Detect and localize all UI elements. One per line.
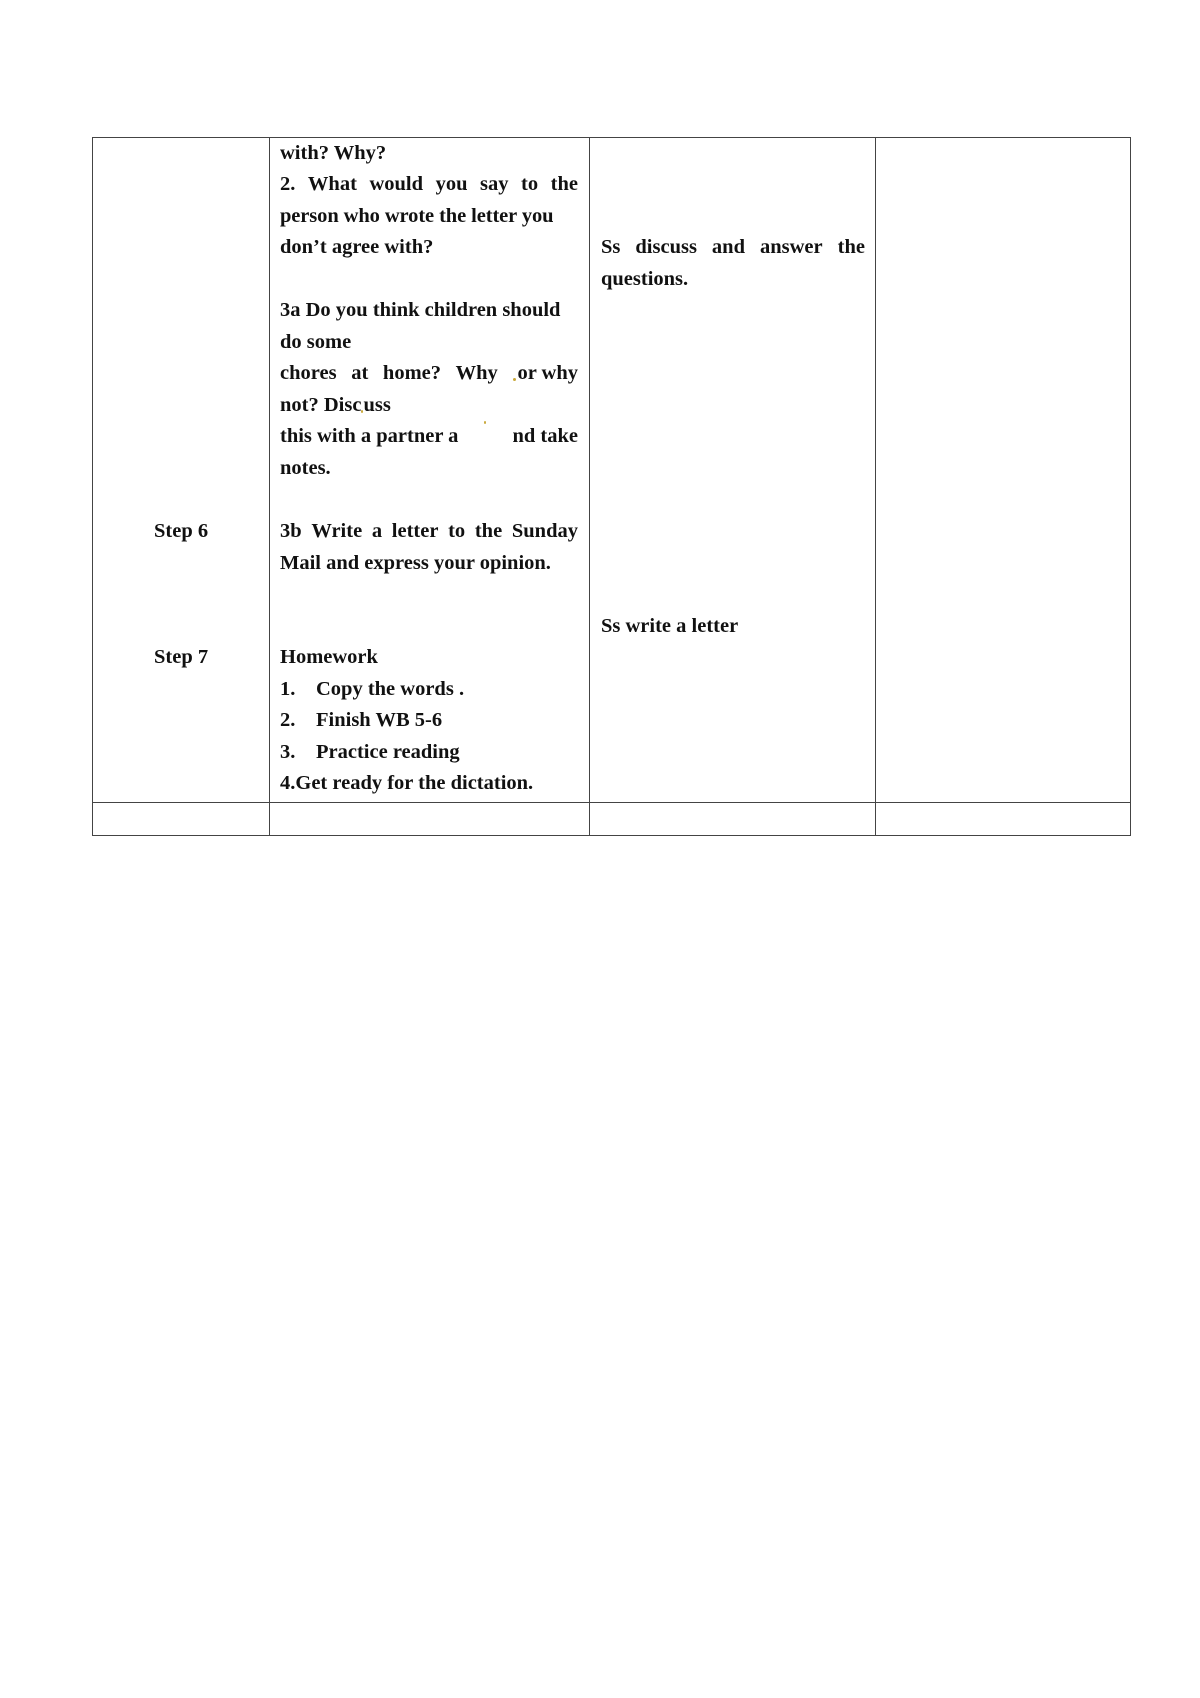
homework-item: Finish WB 5-6 <box>316 709 443 731</box>
lesson-plan-table <box>92 137 1131 836</box>
word: would <box>369 173 424 195</box>
word: say <box>480 173 509 195</box>
activity-line: Ss write a letter <box>601 615 739 637</box>
word: to <box>521 173 539 195</box>
content-line: Mail and express your opinion. <box>280 552 551 574</box>
word: Write <box>311 520 363 542</box>
content-line: person who wrote the letter you <box>280 205 554 227</box>
homework-item: Copy the words . <box>316 678 465 700</box>
content-line: don’t agree with? <box>280 236 434 258</box>
content-line-justified <box>280 358 578 390</box>
activity-line-justified <box>601 232 865 264</box>
word: to <box>448 520 466 542</box>
content-line-tail <box>512 358 578 390</box>
column-divider <box>875 138 876 835</box>
content-line <box>280 421 578 453</box>
homework-item: Practice reading <box>316 741 460 763</box>
content-line: or why <box>517 362 578 384</box>
content-line-justified <box>280 169 578 201</box>
word: at <box>351 362 369 384</box>
word: 2. <box>280 173 296 195</box>
content-line <box>280 390 391 422</box>
step-6-label: Step 6 <box>154 520 209 542</box>
content-line: this with a partner a <box>280 425 459 447</box>
word: Sunday <box>511 520 578 542</box>
word: answer <box>759 236 823 258</box>
content-line: do some <box>280 331 352 353</box>
content-line: 3a Do you think children should <box>280 299 561 321</box>
word: discuss <box>635 236 697 258</box>
word: the <box>837 236 865 258</box>
homework-item-num: 1. <box>280 678 296 700</box>
stray-dot <box>484 421 486 424</box>
content-line-justified <box>280 516 578 548</box>
word: Why <box>455 362 498 384</box>
word: What <box>307 173 357 195</box>
row-divider <box>93 802 1130 803</box>
homework-item: 4.Get ready for the dictation. <box>280 772 534 794</box>
word: the <box>474 520 503 542</box>
content-line: notes. <box>280 457 331 479</box>
word: Ss <box>601 236 621 258</box>
word: you <box>435 173 468 195</box>
content-line: uss <box>363 394 391 416</box>
stray-dot <box>513 378 516 381</box>
step-7-label: Step 7 <box>154 646 209 668</box>
homework-item-num: 2. <box>280 709 296 731</box>
word: 3b <box>280 520 302 542</box>
homework-item-num: 3. <box>280 741 296 763</box>
word: chores <box>280 362 337 384</box>
word: letter <box>391 520 439 542</box>
content-line: nd take <box>512 425 578 447</box>
activity-line: questions. <box>601 268 689 290</box>
column-divider <box>269 138 270 835</box>
word: the <box>550 173 578 195</box>
word: home? <box>382 362 441 384</box>
word: and <box>711 236 745 258</box>
content-line: with? Why? <box>280 142 387 164</box>
content-line: not? Disc <box>280 394 362 416</box>
homework-heading: Homework <box>280 646 378 668</box>
column-divider <box>589 138 590 835</box>
word: a <box>371 520 383 542</box>
content-line-justified <box>280 421 578 453</box>
